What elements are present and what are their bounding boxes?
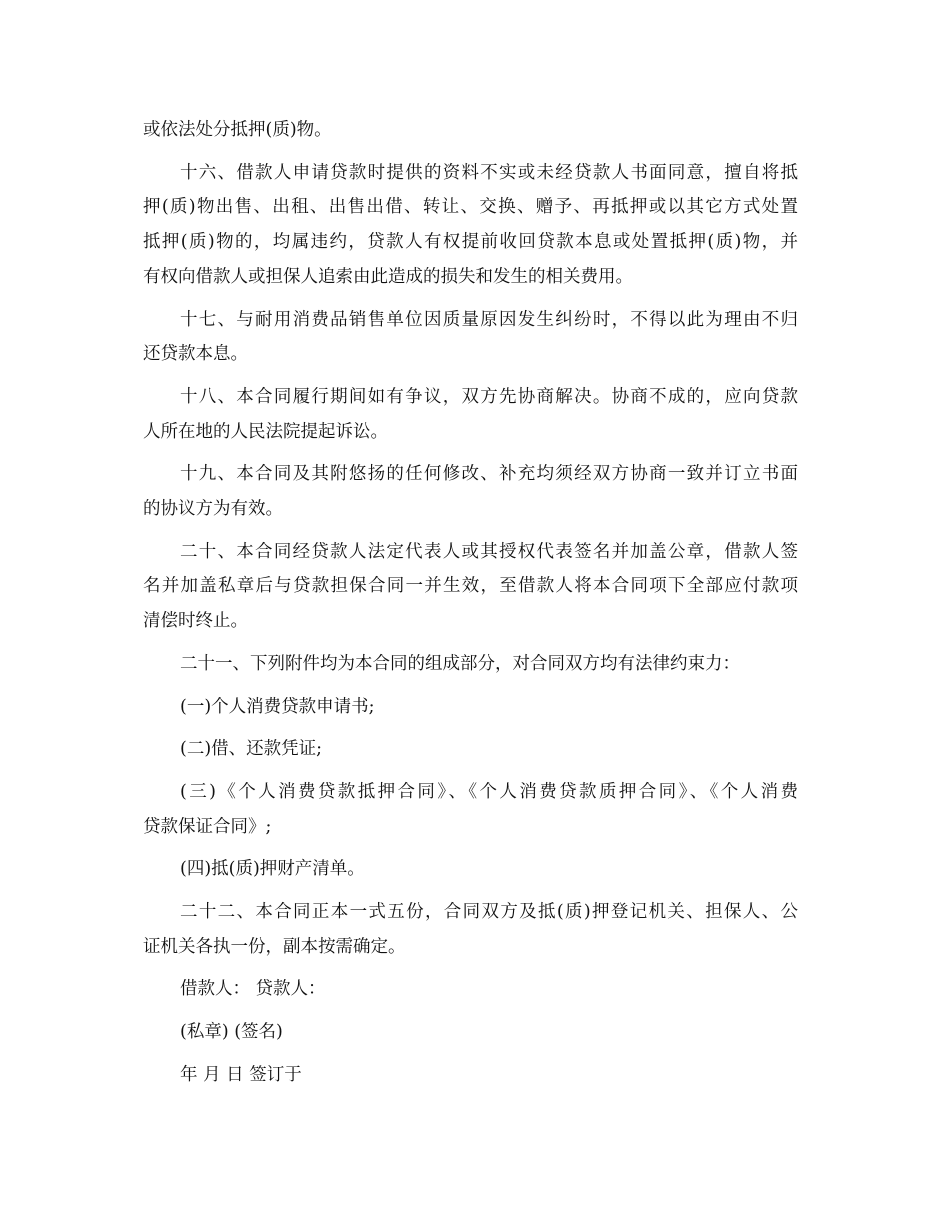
paragraph-line: 清偿时终止。: [143, 611, 248, 632]
paragraph-line: 贷款保证合同》;: [143, 816, 272, 837]
paragraph-line: 有权向借款人或担保人追索由此造成的损失和发生的相关费用。: [143, 266, 633, 287]
paragraph-line: 十七、与耐用消费品销售单位因质量原因发生纠纷时，不得以此为理由不归: [180, 309, 798, 330]
paragraph-line: 年 月 日 签订于: [180, 1064, 302, 1085]
paragraph-line: (一)个人消费贷款申请书;: [180, 696, 375, 717]
paragraph-line: 或依法处分抵押(质)物。: [143, 120, 332, 140]
paragraph-p19: [143, 457, 798, 526]
paragraph-p20: [143, 535, 798, 639]
paragraph-p21b: [143, 732, 798, 767]
document-page: [143, 113, 798, 1101]
paragraph-p22: [143, 895, 798, 964]
paragraph-line: (四)抵(质)押财产清单。: [180, 859, 365, 880]
paragraph-line: 十九、本合同及其附悠扬的任何修改、补充均须经双方协商一致并订立书面: [180, 464, 798, 485]
paragraph-p16: [143, 156, 798, 295]
paragraph-p0: [143, 113, 798, 148]
paragraph-line: 还贷款本息。: [143, 344, 248, 365]
paragraph-p18: [143, 380, 798, 449]
paragraph-line: 抵押(质)物的，均属违约，贷款人有权提前收回贷款本息或处置抵押(质)物，并: [143, 232, 798, 253]
paragraph-p21d: [143, 852, 798, 887]
paragraph-line: 借款人： 贷款人：: [180, 979, 326, 1000]
paragraph-p21: [143, 647, 798, 682]
paragraph-line: 十八、本合同履行期间如有争议，双方先协商解决。协商不成的，应向贷款: [180, 386, 798, 407]
paragraph-line: 二十、本合同经贷款人法定代表人或其授权代表签名并加盖公章，借款人签: [180, 541, 798, 562]
paragraph-line: 二十一、下列附件均为本合同的组成部分，对合同双方均有法律约束力：: [180, 653, 740, 674]
paragraph-p17: [143, 303, 798, 372]
paragraph-line: 十六、借款人申请贷款时提供的资料不实或未经贷款人书面同意，擅自将抵: [180, 162, 798, 183]
paragraph-line: (私章) (签名): [180, 1022, 283, 1043]
paragraph-sig2: [143, 1015, 798, 1050]
paragraph-line: (三)《个人消费贷款抵押合同》、《个人消费贷款质押合同》、《个人消费: [180, 781, 798, 802]
paragraph-line: 押(质)物出售、出租、出售出借、转让、交换、赠予、再抵押或以其它方式处置: [143, 197, 798, 218]
paragraph-sig1: [143, 972, 798, 1007]
paragraph-line: (二)借、还款凭证;: [180, 739, 323, 760]
paragraph-line: 证机关各执一份，副本按需确定。: [143, 936, 406, 957]
paragraph-line: 名并加盖私章后与贷款担保合同一并生效，至借款人将本合同项下全部应付款项: [143, 576, 798, 597]
paragraph-line: 二十二、本合同正本一式五份，合同双方及抵(质)押登记机关、担保人、公: [180, 902, 798, 923]
paragraph-sig3: [143, 1058, 798, 1093]
paragraph-line: 人所在地的人民法院提起诉讼。: [143, 421, 388, 442]
paragraph-p21a: [143, 690, 798, 725]
paragraph-line: 的协议方为有效。: [143, 499, 283, 520]
paragraph-p21c: [143, 775, 798, 844]
